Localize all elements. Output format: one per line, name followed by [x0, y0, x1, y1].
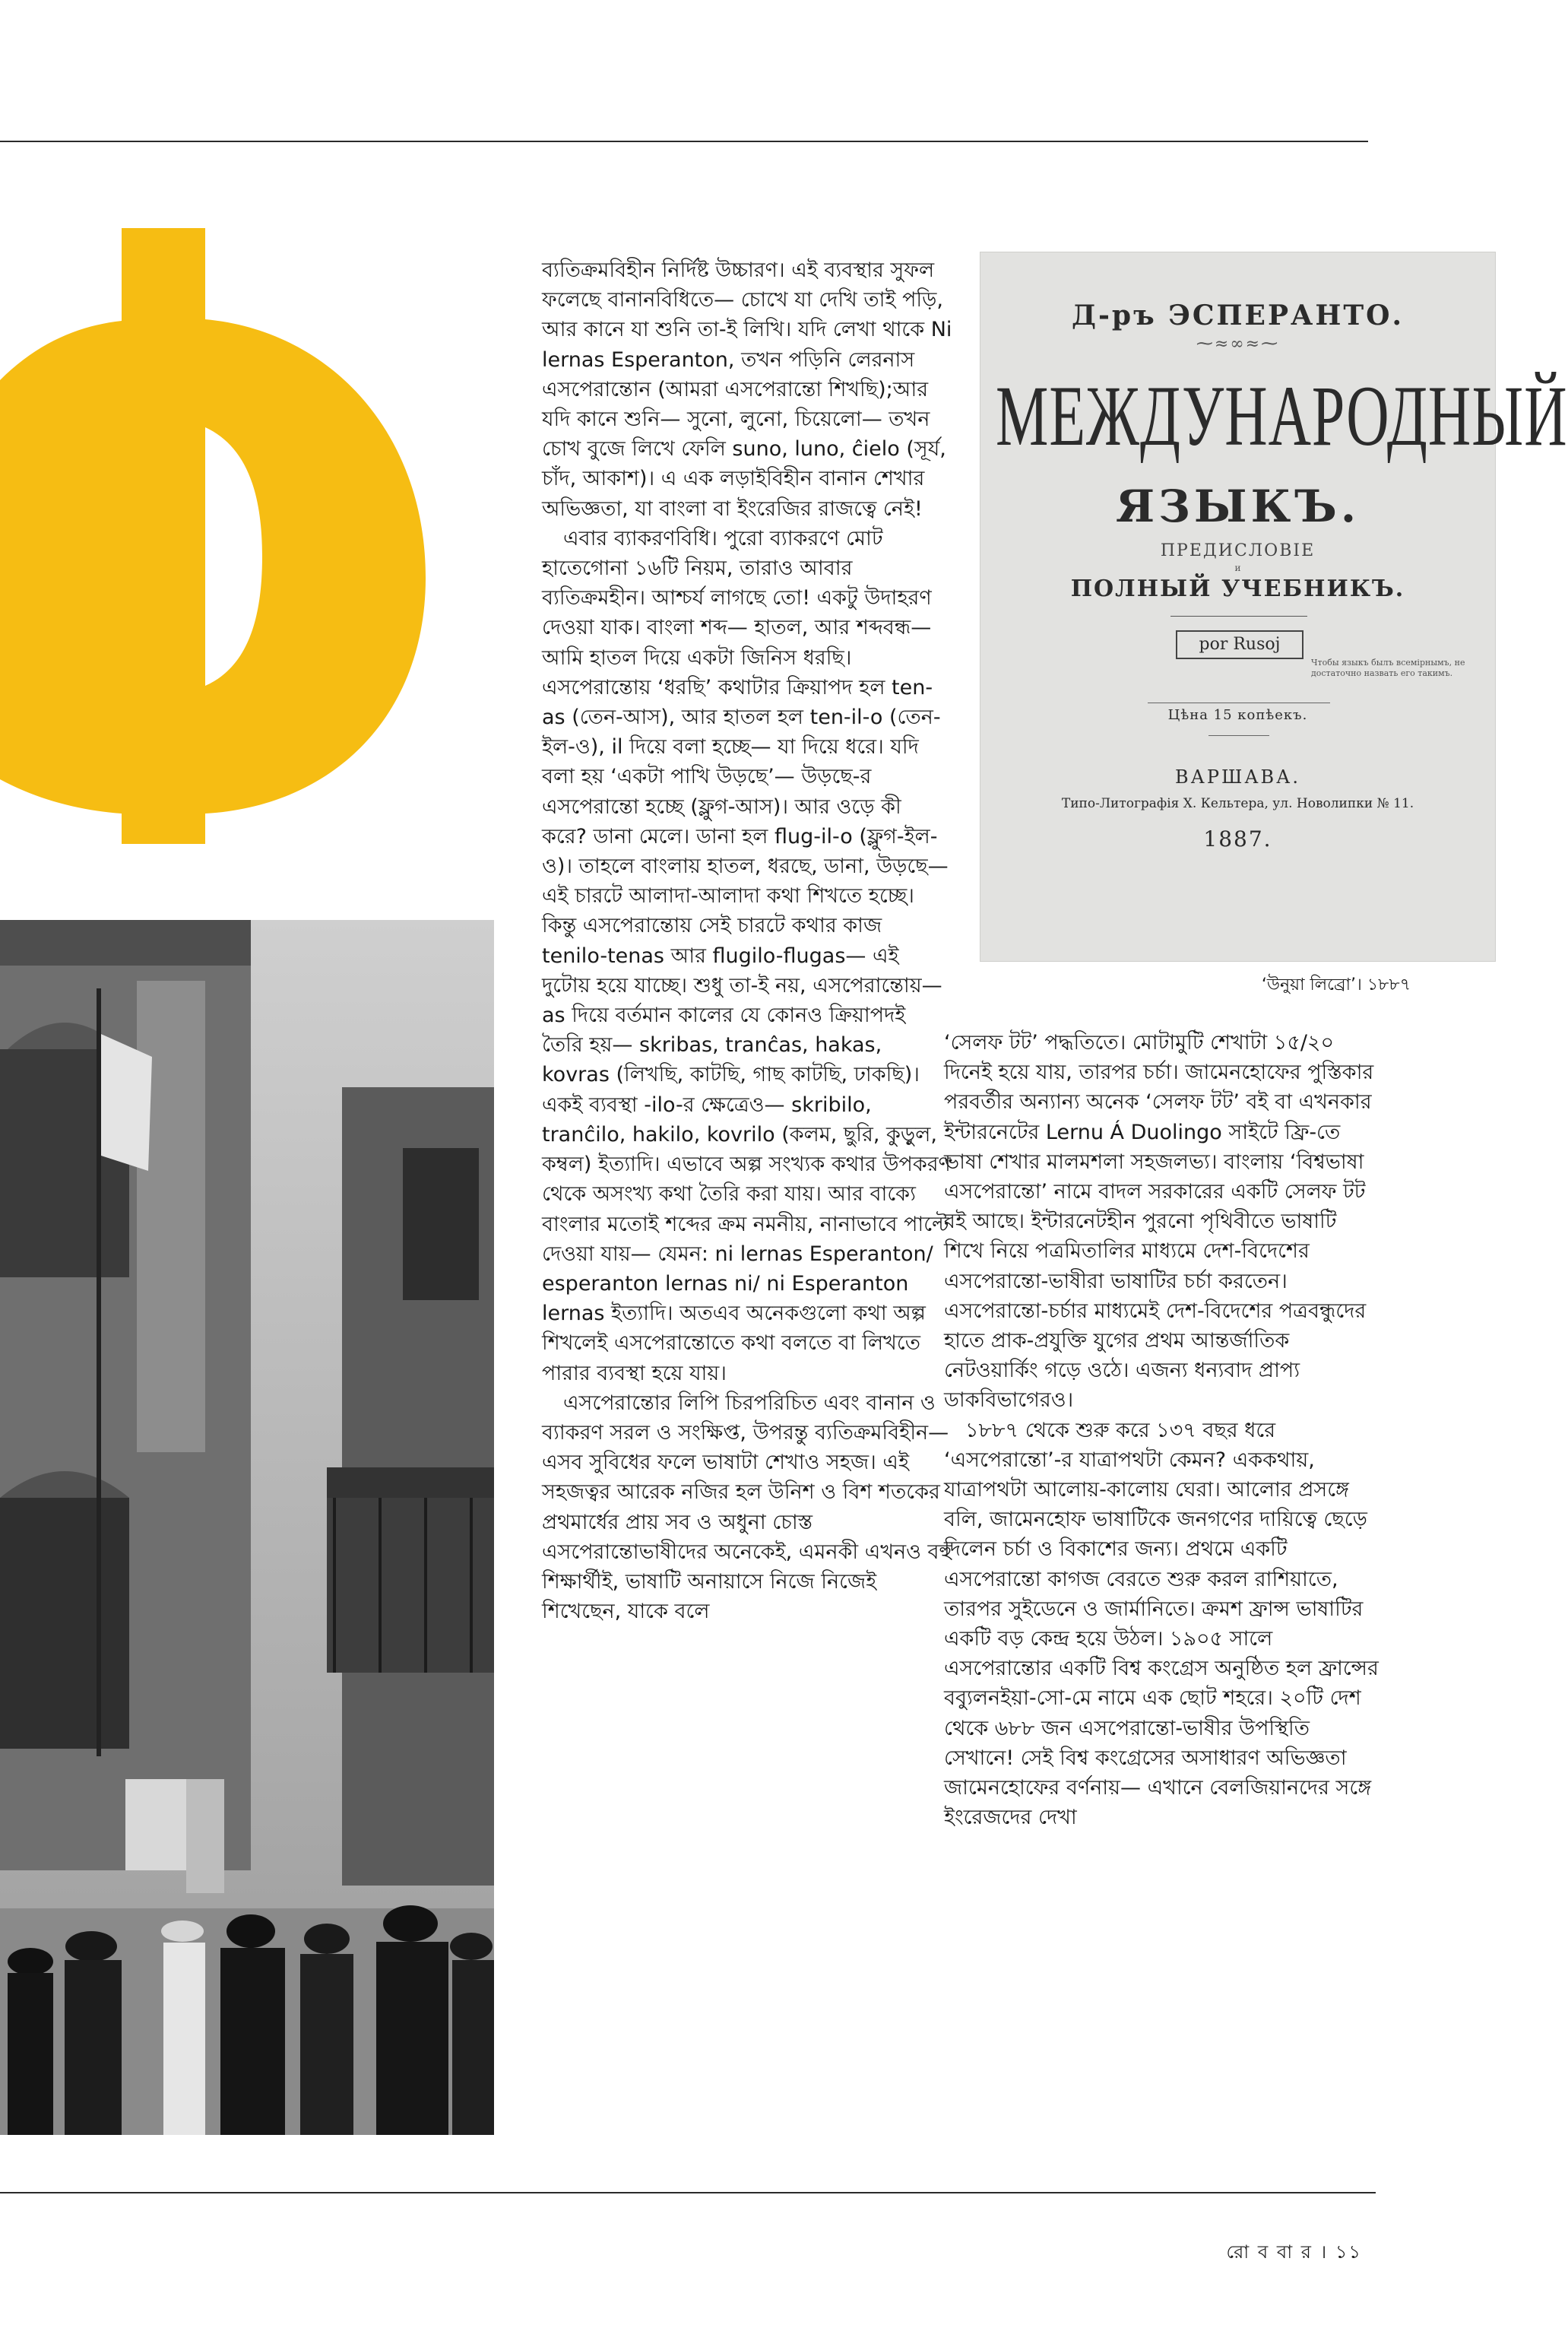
cover-epigraph: Чтобы языкъ былъ всемірнымъ, не достаточно назвать его такимъ.	[1311, 658, 1465, 678]
cover-rule	[1208, 735, 1269, 736]
cover-printer: Типо-Литографія Х. Кельтера, ул. Новолипки № 11.	[1061, 796, 1414, 811]
paragraph: ব্যতিক্রমবিহীন নির্দিষ্ট উচ্চারণ। এই ব্যবস্থার সুফল ফলেছে বানানবিধিতে— চোখে যা দেখি তাই পড়ি, আর কানে যা শুনি তা-ই লিখি। যদি লেখা থাকে Ni lernas Esperanton, তখন পড়িনি লেরনাস এসপেরান্তোন (আমরা এসপেরান্তো শিখছি);আর যদি কানে শুনি— সুনো, লুনো, চিয়েলো— তখন চোখ বুজে লিখে ফেলি suno, luno, ĉielo (সূর্য, চাঁদ, আকাশ)। এ এক লড়াইবিহীন বানান শেখার অভিজ্ঞতা, যা বাংলা বা ইংরেজির রাজত্বে নেই!	[542, 259, 952, 521]
page-footer: রো ব বা র । ১১	[1226, 2241, 1362, 2263]
cover-city: ВАРШАВА.	[1175, 766, 1300, 788]
cover-author: Д-ръ ЭСПЕРАНТО.	[1071, 300, 1405, 331]
drop-glyph-shape	[0, 228, 426, 844]
cover-subtitle: ЯЗЫКЪ.	[1115, 481, 1361, 532]
paragraph: এবার ব্যাকরণবিধি। পুরো ব্যাকরণে মোট হাতেগোনা ১৬টি নিয়ম, তারাও আবার ব্যতিক্রমহীন। আশ্চর্য লাগছে তো! একটু উদাহরণ দেওয়া যাক। বাংলা শব্দ— হাতল, আর শব্দবন্ধ— আমি হাতল দিয়ে একটা জিনিস ধরছি। এসপেরান্তোয় ‘ধরছি’ কথাটার ক্রিয়াপদ হল ten-as (তেন-আস), আর হাতল হল ten-il-o (তেন-ইল-ও), il দিয়ে বলা হচ্ছে— যা দিয়ে ধরে। যদি বলা হয় ‘একটা পাখি উড়ছে’— উড়ছে-র এসপেরান্তো হচ্ছে (ফ্লুগ-আস)। আর ওড়ে কী করে? ডানা মেলে। ডানা হল flug-il-o (ফ্লুগ-ইল-ও)। তাহলে বাংলায় হাতল, ধরছে, ডানা, উড়ছে— এই চারটে আলাদা-আলাদা কথা শিখতে হচ্ছে। কিন্তু এসপেরান্তোয় সেই চারটে কথার কাজ tenilo-tenas আর flugilo-flugas— এই দুটোয় হয়ে যাচ্ছে। শুধু তা-ই নয়, এসপেরান্তোয়— as দিয়ে বর্তমান কালের যে কোনও ক্রিয়াপদই তৈরি হয়— skribas, tranĉas, hakas, kovras (লিখছি, কাটছি, গাছ কাটছি, ঢাকছি)। একই ব্যবস্থা -ilo-র ক্ষেত্রেও— skribilo, tranĉilo, hakilo, kovrilo (কলম, ছুরি, কুড়ুল, কম্বল) ইত্যাদি। এভাবে অল্প সংখ্যক কথার উপকরণ থেকে অসংখ্য কথা তৈরি করা যায়। আর বাক্যে বাংলার মতোই শব্দের ক্রম নমনীয়, নানাভাবে পাল্টে দেওয়া যায়— যেমন: ni lernas Esperanton/ esperanton lernas ni/ ni Esperanton lernas ইত্যাদি। অতএব অনেকগুলো কথা অল্প শিখলেই এসপেরান্তোতে কথা বলতে বা লিখতে পারার ব্যবস্থা হয়ে যায়।	[542, 526, 951, 1385]
yellow-drop-glyph	[0, 228, 456, 844]
article-column-right	[944, 1028, 1381, 1832]
paragraph: এসপেরান্তোর লিপি চিরপরিচিত এবং বানান ও ব্যাকরণ সরল ও সংক্ষিপ্ত, উপরন্তু ব্যতিক্রমবিহীন— এসব সুবিধের ফলে ভাষাটা শেখাও সহজ। এই সহজত্বর আরেক নজির হল উনিশ ও বিশ শতকের প্রথমার্ধের প্রায় সব ও অধুনা চোস্ত এসপেরান্তোভাষীদের অনেকেই, এমনকী এখনও বহু শিক্ষার্থীই, ভাষাটি অনায়াসে নিজে নিজেই শিখেছেন, যাকে বলে	[542, 1391, 952, 1624]
cover-textbook: ПОЛНЫЙ УЧЕБНИКЪ.	[1070, 576, 1405, 602]
cover-year: 1887.	[1203, 826, 1272, 852]
paragraph: ১৮৮৭ থেকে শুরু করে ১৩৭ বছর ধরে ‘এসপেরান্তো’-র যাত্রাপথটা কেমন? এককথায়, যাত্রাপথটা আলোয়-কালোয় ঘেরা। আলোর প্রসঙ্গে বলি, জামেনহোফ ভাষাটিকে জনগণের দায়িত্বে ছেড়ে দিলেন চর্চা ও বিকাশের জন্য। প্রথমে একটি এসপেরান্তো কাগজ বেরতে শুরু করল রাশিয়াতে, তারপর সুইডেনে ও জার্মানিতে। ক্রমশ ফ্রান্স ভাষাটির একটি বড় কেন্দ্র হয়ে উঠল। ১৯০৫ সালে এসপেরান্তোর একটি বিশ্ব কংগ্রেস অনুষ্ঠিত হল ফ্রান্সের বব্যুলনইয়া-সো-মে নামে এক ছোট শহরে। ২০টি দেশ থেকে ৬৮৮ জন এসপেরান্তো-ভাষীর উপস্থিতি সেখানে! সেই বিশ্ব কংগ্রেসের অসাধারণ অভিজ্ঞতা জামেনহোফের বর্ণনায়— এখানে বেলজিয়ানদের সঙ্গে ইংরেজদের দেখা	[944, 1418, 1379, 1830]
book-cover-photo	[980, 252, 1568, 962]
street-photo	[0, 920, 494, 2135]
cover-and: и	[1234, 563, 1241, 573]
bottom-rule	[0, 2192, 1376, 2193]
cover-caption: ‘উনুয়া লিব্রো’। ১৮৮৭	[1261, 975, 1411, 994]
cover-pseudonym: por Rusoj	[1176, 630, 1303, 659]
cover-preface: ПРЕДИСЛОВІЕ	[1160, 541, 1316, 560]
cover-ornament: ⁓≈∞≈⁓	[1196, 335, 1280, 354]
cover-title: МЕЖДУНАРОДНЫЙ	[996, 367, 1568, 464]
article-column-middle	[542, 255, 952, 1626]
paragraph: ‘সেলফ টট’ পদ্ধতিতে। মোটামুটি শেখাটা ১৫/২০ দিনেই হয়ে যায়, তারপর চর্চা। জামেনহোফের পুস্তিকার পরবর্তীর অন্যান্য অনেক ‘সেলফ টট’ বই বা এখনকার ইন্টারনেটের Lernu Á Duolingo সাইটে ফ্রি-তে ভাষা শেখার মালমশলা সহজলভ্য। বাংলায় ‘বিশ্বভাষা এসপেরান্তো’ নামে বাদল সরকারের একটি সেলফ টট বই আছে। ইন্টারনেটহীন পুরনো পৃথিবীতে ভাষাটি শিখে নিয়ে পত্রমিতালির মাধ্যমে দেশ-বিদেশের এসপেরান্তো-ভাষীরা ভাষাটির চর্চা করতেন। এসপেরান্তো-চর্চার মাধ্যমেই দেশ-বিদেশের পত্রবন্ধুদের হাতে প্রাক-প্রযুক্তি যুগের প্রথম আন্তর্জাতিক নেটওয়ার্কিং গড়ে ওঠে। এজন্য ধন্যবাদ প্রাপ্য ডাকবিভাগেরও।	[944, 1031, 1374, 1413]
top-rule	[0, 141, 1368, 142]
cover-rule	[1170, 616, 1307, 617]
cover-price: Цѣна 15 копѣекъ.	[1167, 707, 1308, 723]
